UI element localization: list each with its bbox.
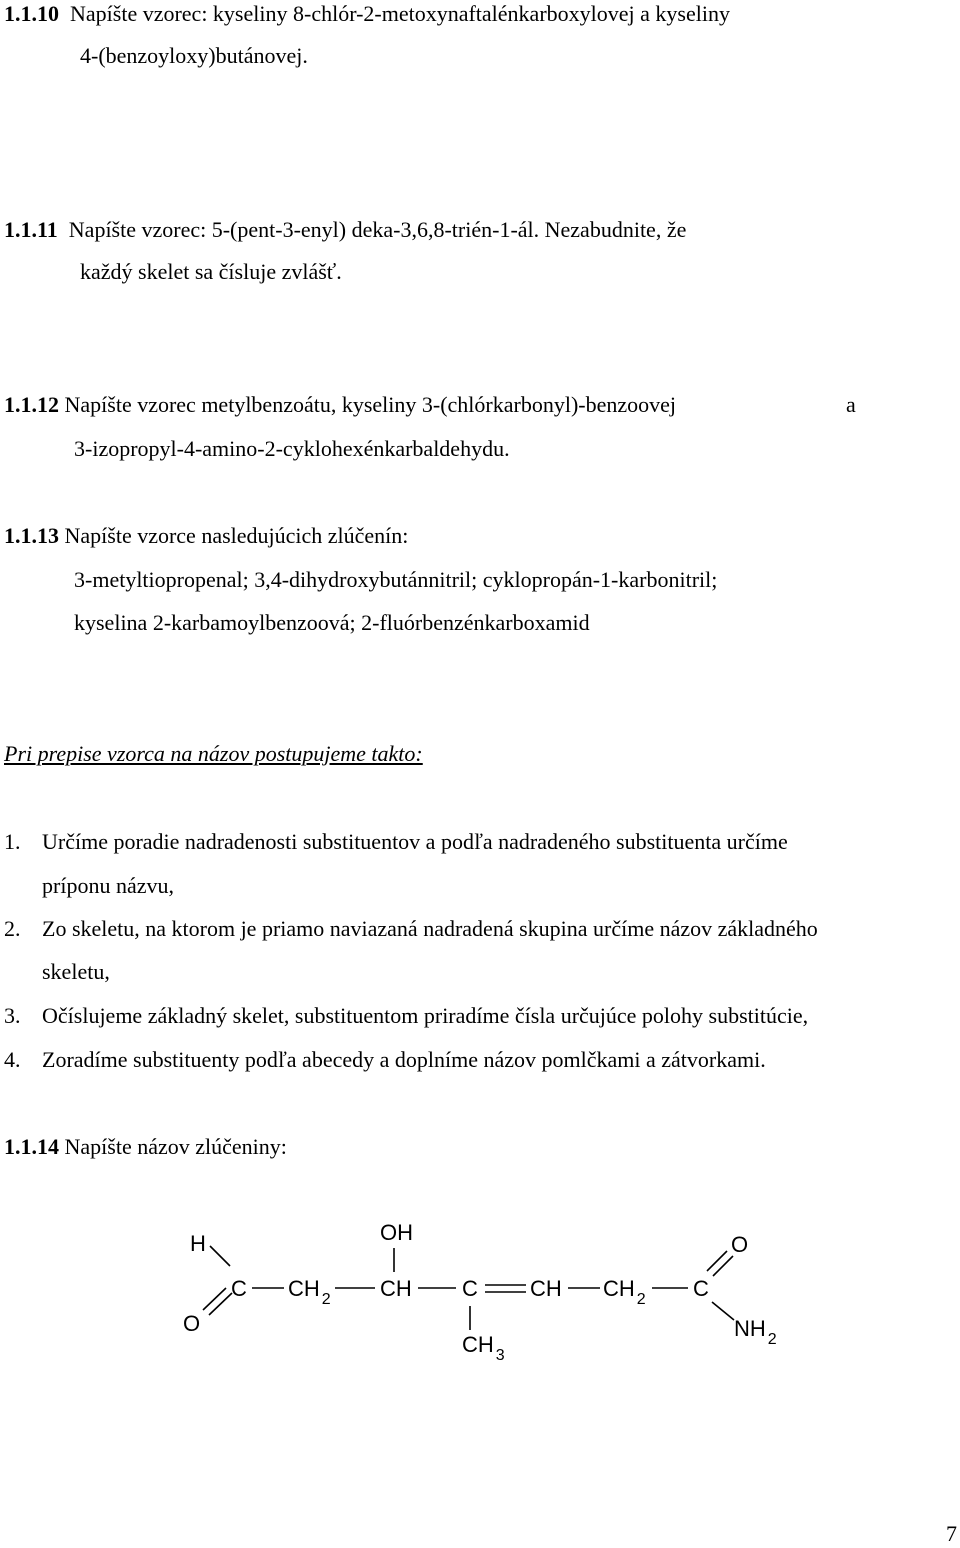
group-nh2 — [734, 1316, 777, 1348]
atom-c1: C — [231, 1276, 247, 1301]
exercise-1-1-13-line3: kyselina 2-karbamoylbenzoová; 2-fluórbenzénkarboxamid — [74, 610, 590, 635]
exercise-text: Napíšte vzorec metylbenzoátu, kyseliny 3-(chlórkarbonyl)-benzoovej — [64, 392, 676, 417]
group-ch-a: CH — [380, 1276, 412, 1301]
bond-c1-o-double-a — [203, 1288, 226, 1310]
step-1-number: 1. — [4, 829, 21, 854]
step-4-line1: Zoradíme substituenty podľa abecedy a doplníme názov pomlčkami a zátvorkami. — [42, 1047, 766, 1072]
subscript: 3 — [495, 1347, 505, 1364]
atom-o-right: O — [731, 1232, 749, 1257]
exercise-number: 1.1.14 — [4, 1134, 59, 1159]
step-2-line1: Zo skeletu, na ktorom je priamo naviazaná nadradená skupina určíme názov základného — [42, 916, 818, 941]
exercise-1-1-13-line2: 3-metyltiopropenal; 3,4-dihydroxybutánnitril; cyklopropán-1-karbonitril; — [74, 567, 718, 592]
group-ch-b: CH — [530, 1276, 562, 1301]
subscript: 2 — [321, 1291, 331, 1308]
bond-c1-o-double-b — [209, 1293, 232, 1315]
group-label: CH — [288, 1276, 320, 1301]
exercise-number: 1.1.10 — [4, 1, 59, 26]
exercise-number: 1.1.13 — [4, 523, 59, 548]
step-3-line1: Očíslujeme základný skelet, substituentom priradíme čísla určujúce polohy substitúcie, — [42, 1003, 809, 1028]
subscript: 2 — [636, 1291, 646, 1308]
atom-h-top: H — [190, 1231, 206, 1256]
exercise-number: 1.1.11 — [4, 217, 58, 242]
step-text: Určíme poradie nadradenosti substituentov a podľa nadradeného substituenta určíme — [42, 829, 788, 854]
step-2-line2: skeletu, — [42, 959, 110, 984]
step-2-number: 2. — [4, 916, 21, 941]
atom-c-end: C — [693, 1276, 709, 1301]
exercise-text: Napíšte vzorce nasledujúcich zlúčenín: — [64, 523, 409, 548]
group-ch3 — [462, 1332, 505, 1364]
atom-c-mid: C — [462, 1276, 478, 1301]
procedure-heading: Pri prepise vzorca na názov postupujeme takto: — [4, 741, 423, 766]
page-number: 7 — [946, 1521, 957, 1546]
exercise-1-1-12-line2: 3-izopropyl-4-amino-2-cyklohexénkarbaldehydu. — [74, 436, 510, 461]
bond-h-c1 — [210, 1246, 230, 1266]
group-label: NH — [734, 1316, 766, 1341]
exercise-1-1-12-line1-end: a — [846, 392, 856, 417]
subscript: 2 — [767, 1331, 777, 1348]
step-4-number: 4. — [4, 1047, 21, 1072]
group-ch2-b — [603, 1276, 646, 1308]
exercise-text: Napíšte vzorec: 5-(pent-3-enyl) deka-3,6,8-trién-1-ál. Nezabudnite, že — [68, 217, 687, 242]
bond-c-o-double-a — [707, 1251, 727, 1271]
group-oh: OH — [380, 1220, 413, 1245]
group-label: CH — [462, 1332, 494, 1357]
bond-c-o-double-b — [713, 1256, 733, 1276]
exercise-text: Napíšte názov zlúčeniny: — [64, 1134, 287, 1159]
atom-o-left: O — [183, 1311, 201, 1336]
group-label: CH — [603, 1276, 635, 1301]
exercise-1-1-10-line2: 4-(benzoyloxy)butánovej. — [80, 43, 308, 68]
step-3-number: 3. — [4, 1003, 21, 1028]
exercise-number: 1.1.12 — [4, 392, 59, 417]
bond-c-nh2 — [712, 1302, 734, 1320]
step-1-line2: príponu názvu, — [42, 873, 174, 898]
exercise-text: Napíšte vzorec: kyseliny 8-chlór-2-metoxynaftalénkarboxylovej a kyseliny — [70, 1, 730, 26]
exercise-1-1-11-line2: každý skelet sa čísluje zvlášť. — [80, 259, 342, 284]
group-ch2-a — [288, 1276, 331, 1308]
